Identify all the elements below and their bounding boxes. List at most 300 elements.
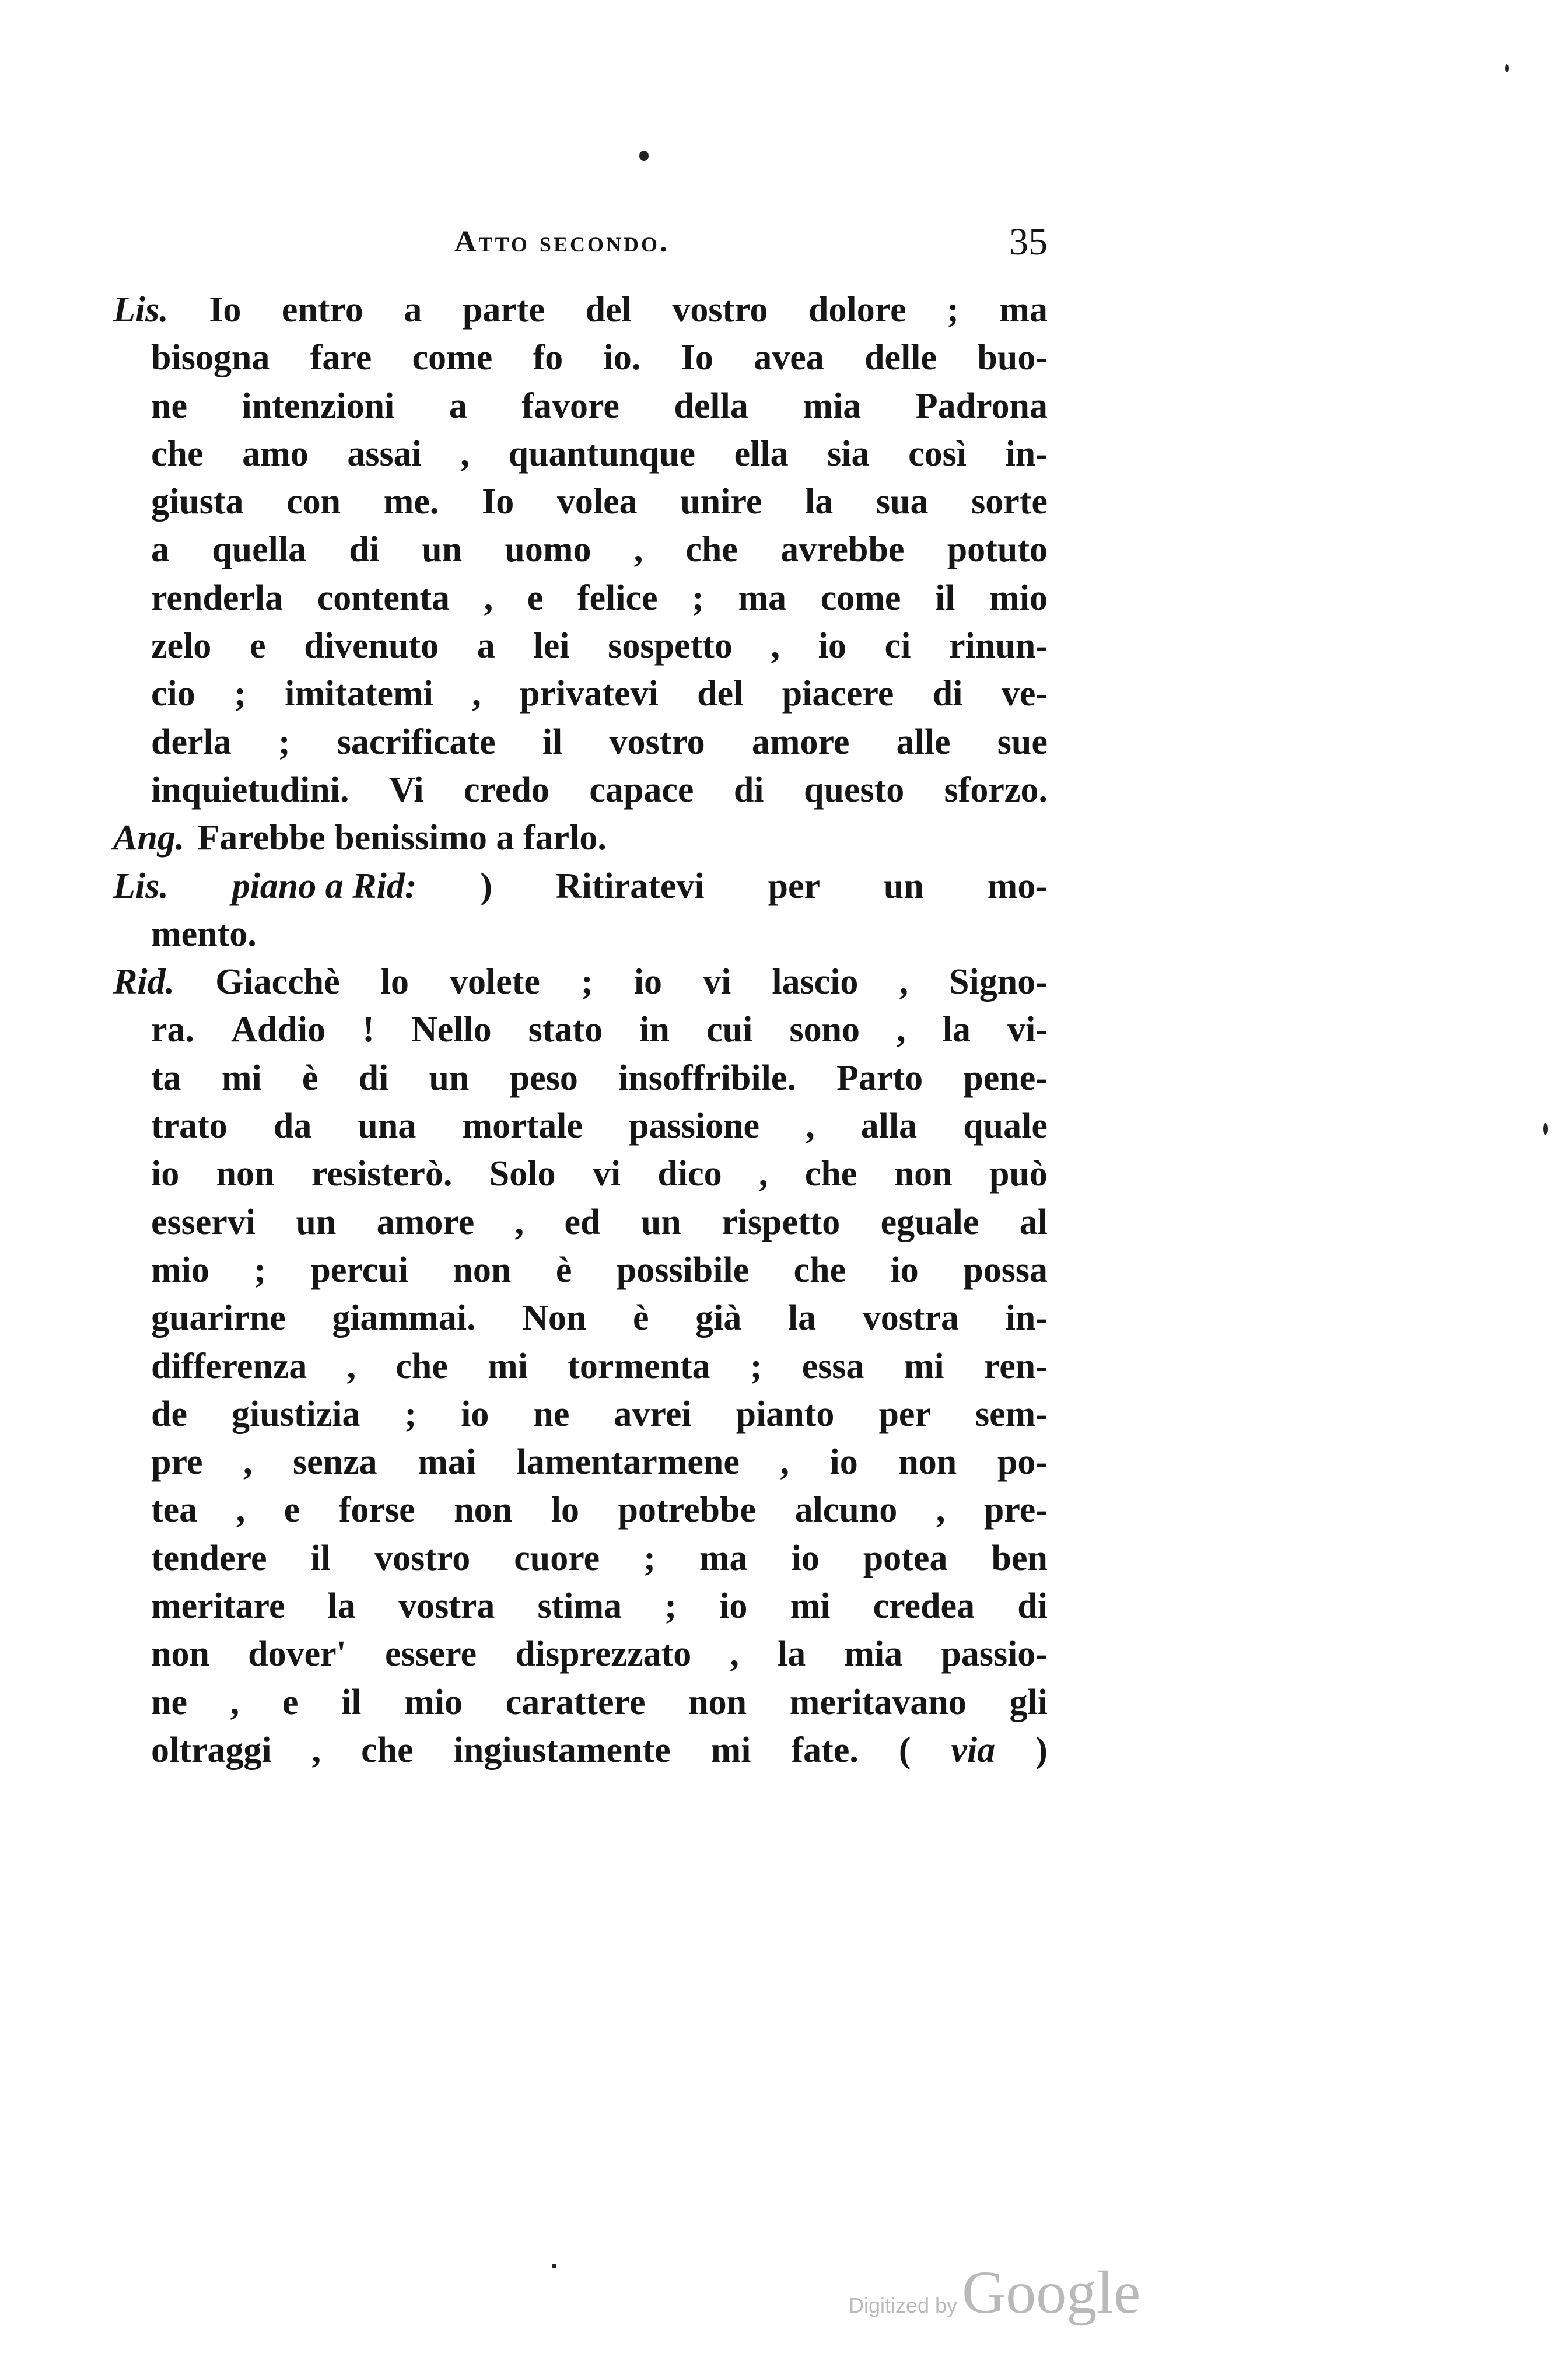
text-line (113, 334, 1048, 382)
word: delle (864, 338, 937, 378)
word: io (634, 962, 662, 1002)
word: dover' (248, 1634, 346, 1674)
word: vostra (862, 1298, 960, 1338)
word: ma (738, 578, 787, 618)
word: di (932, 674, 963, 714)
text-line (113, 1486, 1048, 1534)
word: lo (380, 962, 409, 1002)
word: Parto (836, 1058, 923, 1098)
text-line (113, 1102, 1048, 1150)
word: divenuto (304, 626, 439, 666)
word: e (249, 626, 266, 666)
word: renderla (151, 578, 284, 618)
word: parte (462, 290, 545, 330)
word: ) (480, 866, 493, 906)
word: mio (404, 1682, 463, 1722)
word: già (695, 1298, 742, 1338)
stage-direction: via (951, 1730, 996, 1770)
word: che (685, 530, 738, 570)
line-text: ) (1035, 1730, 1048, 1770)
word: Ritiratevi (555, 866, 705, 906)
speaker-label: Rid. (113, 962, 175, 1002)
word: Non (522, 1298, 587, 1338)
text-line (113, 1342, 1048, 1390)
word: mi (221, 1058, 262, 1098)
word: pene- (963, 1058, 1048, 1098)
word: differenza (151, 1346, 307, 1386)
word: , (771, 626, 780, 666)
ink-speck (1505, 64, 1508, 72)
word: il (341, 1682, 362, 1722)
word: del (585, 290, 632, 330)
word: meritavano (789, 1682, 967, 1722)
word: di (733, 770, 764, 810)
digitized-watermark (849, 2258, 1140, 2327)
word: , (230, 1682, 240, 1722)
word: essere (384, 1634, 477, 1674)
text-line (113, 958, 1048, 1006)
word: sorte (971, 482, 1048, 522)
word: mio (989, 578, 1048, 618)
word: ; (581, 962, 593, 1002)
word: cuore (514, 1538, 600, 1578)
word: io (719, 1586, 748, 1627)
word: la (942, 1010, 971, 1050)
word: Io (209, 290, 242, 330)
word: ; (404, 1394, 417, 1434)
word: la (788, 1298, 817, 1338)
text-line (113, 478, 1048, 526)
word: una (358, 1106, 416, 1146)
word: mo- (987, 866, 1048, 906)
word: , (730, 1634, 739, 1674)
word: quella (212, 530, 307, 570)
word: un (296, 1202, 337, 1242)
word: Addio (231, 1010, 326, 1050)
word: io (830, 1442, 858, 1482)
word: fate. (791, 1730, 859, 1770)
word: eguale (880, 1202, 979, 1242)
word: non (894, 1154, 953, 1194)
word: avea (754, 338, 824, 378)
word: per (768, 866, 821, 906)
word: in (639, 1010, 670, 1050)
word: meritare (151, 1586, 285, 1627)
word: non (453, 1250, 512, 1290)
word: alla (860, 1106, 918, 1146)
word: piacere (782, 674, 894, 714)
word: mi (904, 1346, 944, 1386)
word: io (151, 1154, 180, 1194)
word: a (404, 290, 422, 330)
speaker-label: Lis. (113, 290, 169, 330)
word: che (804, 1154, 858, 1194)
word: potuto (947, 530, 1048, 570)
text-line (113, 382, 1048, 430)
word: Solo (489, 1154, 556, 1194)
word: che (793, 1250, 846, 1290)
word: dolore (808, 290, 907, 330)
word: amo (242, 433, 309, 474)
word: capace (589, 770, 694, 810)
word: possibile (616, 1250, 750, 1290)
word: po- (997, 1442, 1048, 1482)
word: , (806, 1106, 815, 1146)
word: , (758, 1154, 768, 1194)
word: tendere (151, 1538, 267, 1578)
word: a (449, 386, 467, 426)
word: lascio (772, 962, 859, 1002)
word: lamentarmene (516, 1442, 740, 1482)
word: intenzioni (242, 386, 395, 426)
text-line (113, 1630, 1048, 1678)
word: di (358, 1058, 389, 1098)
word: carattere (505, 1682, 646, 1722)
word: un (640, 1202, 681, 1242)
text-line (113, 910, 1048, 958)
watermark-prefix: Digitized by (849, 2293, 958, 2317)
word: sua (876, 482, 929, 522)
word: ; (664, 1586, 677, 1627)
word: unire (680, 482, 762, 522)
word: è (555, 1250, 572, 1290)
word: come (412, 338, 493, 378)
word: quantunque (508, 433, 696, 474)
word: , (312, 1730, 321, 1770)
word: di (1017, 1586, 1048, 1627)
text-line (113, 622, 1048, 670)
word: con (286, 482, 341, 522)
text-line (113, 430, 1048, 478)
word: vi (703, 962, 732, 1002)
word: resisterò. (311, 1154, 453, 1194)
word: e (282, 1682, 299, 1722)
word: peso (509, 1058, 578, 1098)
text-line (113, 670, 1048, 718)
word: io (791, 1538, 820, 1578)
word: che (361, 1730, 414, 1770)
text-line (113, 1198, 1048, 1246)
word: , (484, 578, 494, 618)
word: io. (603, 338, 641, 378)
word: ma (999, 290, 1048, 330)
word: imitatemi (285, 674, 433, 714)
word: credo (464, 770, 550, 810)
word: rinun- (949, 626, 1048, 666)
word: me. (383, 482, 439, 522)
word: vostra (398, 1586, 495, 1627)
word: inquietudini. (151, 770, 349, 810)
text-line (113, 814, 1048, 862)
word: senza (293, 1442, 377, 1482)
word: ! (362, 1010, 374, 1050)
word: stato (528, 1010, 603, 1050)
word: ben (991, 1538, 1048, 1578)
word: ; (643, 1538, 656, 1578)
word: non (216, 1154, 275, 1194)
word: mia (803, 386, 862, 426)
word: ; (947, 290, 959, 330)
word: gli (1009, 1682, 1048, 1722)
word: cui (706, 1010, 753, 1050)
word: oltraggi (151, 1730, 272, 1770)
word: ta (151, 1058, 181, 1098)
word: ; (692, 578, 704, 618)
word: vostro (374, 1538, 471, 1578)
text-line (113, 1006, 1048, 1054)
word: ella (734, 433, 789, 474)
word: è (633, 1298, 649, 1338)
text-line (113, 766, 1048, 814)
word: , (243, 1442, 253, 1482)
word: credea (873, 1586, 975, 1627)
word: Io (482, 482, 514, 522)
word: per (878, 1394, 931, 1434)
word: ; (278, 722, 290, 762)
word: la (327, 1586, 356, 1627)
word: e (527, 578, 544, 618)
text-line (113, 718, 1048, 766)
word: , (460, 433, 470, 474)
word: derla (151, 722, 232, 762)
word: volea (556, 482, 638, 522)
word: giusta (151, 482, 244, 522)
word: potea (863, 1538, 948, 1578)
word: felice (577, 578, 658, 618)
word: mio (151, 1250, 209, 1290)
word: , (472, 674, 481, 714)
word: disprezzato (515, 1634, 692, 1674)
word: e (284, 1490, 300, 1530)
word: guarirne (151, 1298, 286, 1338)
word: sacrificate (337, 722, 496, 762)
word: ne (151, 1682, 187, 1722)
word: pianto (736, 1394, 835, 1434)
word: zelo (151, 626, 212, 666)
word: così (908, 433, 967, 474)
text-line (113, 1678, 1048, 1726)
word: la (805, 482, 834, 522)
word: il (310, 1538, 331, 1578)
word: io (890, 1250, 919, 1290)
word: forse (338, 1490, 415, 1530)
word: il (542, 722, 563, 762)
word: uomo (505, 530, 592, 570)
word: Vi (388, 770, 424, 810)
word: un (883, 866, 924, 906)
word: mi (488, 1346, 528, 1386)
running-title: Atto secondo. (454, 225, 670, 258)
word: de (151, 1394, 187, 1434)
word: sue (997, 722, 1048, 762)
word: vostro (672, 290, 768, 330)
word: alcuno (794, 1490, 898, 1530)
text-line (113, 1534, 1048, 1582)
word: di (349, 530, 380, 570)
text-line (113, 1246, 1048, 1294)
word: ne (533, 1394, 570, 1434)
word: amore (376, 1202, 475, 1242)
ink-speck (552, 2264, 556, 2268)
word: io (461, 1394, 489, 1434)
word: avrei (614, 1394, 692, 1434)
word: essa (802, 1346, 864, 1386)
word: che (396, 1346, 448, 1386)
word: favore (522, 386, 620, 426)
word: Nello (411, 1010, 492, 1050)
text-line (113, 1150, 1048, 1198)
text-line (113, 1726, 1048, 1774)
line-text: Farebbe benissimo a farlo. (197, 818, 607, 858)
word: ne (151, 386, 187, 426)
text-line (113, 1438, 1048, 1486)
word: ingiustamente (453, 1730, 671, 1770)
speaker-label: Ang. (113, 818, 185, 858)
word: pre- (984, 1490, 1048, 1530)
word: quale (963, 1106, 1048, 1146)
word: io (818, 626, 846, 666)
page-header (151, 221, 1048, 271)
ink-speck (1543, 1123, 1548, 1135)
word: sono (789, 1010, 860, 1050)
word: questo (803, 770, 905, 810)
text-line (113, 1294, 1048, 1342)
word: insoffribile. (618, 1058, 796, 1098)
page-number: 35 (1009, 221, 1048, 263)
word: sforzo. (944, 770, 1048, 810)
word: come (820, 578, 901, 618)
word: , (780, 1442, 789, 1482)
word: ed (564, 1202, 601, 1242)
word: sia (827, 433, 870, 474)
google-logo: Google (962, 2259, 1141, 2326)
word: ; (254, 1250, 266, 1290)
speaker-label: Lis. (113, 866, 169, 906)
text-line (113, 1390, 1048, 1438)
word: fo (533, 338, 564, 378)
word: ve- (1001, 674, 1048, 714)
word: Io (681, 338, 713, 378)
word: sospetto (608, 626, 733, 666)
word: ; (234, 674, 246, 714)
word: esservi (151, 1202, 256, 1242)
word: volete (450, 962, 540, 1002)
word: mia (844, 1634, 903, 1674)
word: non (688, 1682, 747, 1722)
word: ci (884, 626, 911, 666)
word: mortale (462, 1106, 583, 1146)
word: vostro (609, 722, 705, 762)
word: , (514, 1202, 524, 1242)
word: mi (790, 1586, 831, 1627)
text-line (113, 574, 1048, 622)
word: rispetto (722, 1202, 841, 1242)
text-line (113, 862, 1048, 910)
text-line (113, 1582, 1048, 1630)
word: percui (310, 1250, 408, 1290)
word: buo- (977, 338, 1048, 378)
word: un (429, 1058, 470, 1098)
word: vi- (1007, 1010, 1048, 1050)
word: trato (151, 1106, 228, 1146)
word: , (236, 1490, 246, 1530)
word: , (897, 1010, 906, 1050)
word: il (935, 578, 956, 618)
word: amore (751, 722, 850, 762)
word: ren- (984, 1346, 1048, 1386)
word: la (777, 1634, 806, 1674)
word: non (454, 1490, 513, 1530)
word: al (1019, 1202, 1048, 1242)
word: in- (1005, 433, 1048, 474)
word: ; (750, 1346, 762, 1386)
word: mi (710, 1730, 751, 1770)
word: contenta (317, 578, 450, 618)
ink-speck (639, 151, 649, 161)
word: ( (898, 1730, 911, 1770)
word: lei (533, 626, 570, 666)
word: entro (281, 290, 363, 330)
word: da (273, 1106, 312, 1146)
word: passione (629, 1106, 760, 1146)
word: può (989, 1154, 1048, 1194)
word: , (899, 962, 908, 1002)
word: giammai. (332, 1298, 476, 1338)
text-line (113, 286, 1048, 334)
word: cio (151, 674, 195, 714)
word: Padrona (915, 386, 1048, 426)
word: avrebbe (780, 530, 905, 570)
word: che (151, 433, 204, 474)
word: ma (699, 1538, 748, 1578)
word: pre (151, 1442, 203, 1482)
word: fare (310, 338, 372, 378)
word: stima (537, 1586, 622, 1627)
word: tormenta (568, 1346, 710, 1386)
word: giustizia (232, 1394, 360, 1434)
word: assai (347, 433, 422, 474)
text-line (113, 526, 1048, 573)
word: sem- (975, 1394, 1048, 1434)
word: non (898, 1442, 957, 1482)
word: , (346, 1346, 356, 1386)
word: privatevi (520, 674, 659, 714)
stage-direction: piano a Rid: (232, 866, 417, 906)
word: è (302, 1058, 318, 1098)
page-body (113, 286, 1048, 1774)
word: lo (551, 1490, 579, 1530)
word: potrebbe (618, 1490, 757, 1530)
word: ra. (151, 1010, 195, 1050)
word: in- (1005, 1298, 1048, 1338)
word: passio- (941, 1634, 1048, 1674)
word: , (936, 1490, 946, 1530)
word: non (151, 1634, 209, 1674)
line-text: mento. (151, 914, 257, 954)
word: possa (963, 1250, 1048, 1290)
word: della (674, 386, 748, 426)
word: mai (418, 1442, 477, 1482)
word: a (477, 626, 495, 666)
word: alle (896, 722, 951, 762)
word: a (151, 530, 169, 570)
word: dico (657, 1154, 722, 1194)
word: vi (592, 1154, 621, 1194)
word: Signo- (949, 962, 1048, 1002)
text-line (113, 1054, 1048, 1102)
word: tea (151, 1490, 198, 1530)
word: bisogna (151, 338, 270, 378)
